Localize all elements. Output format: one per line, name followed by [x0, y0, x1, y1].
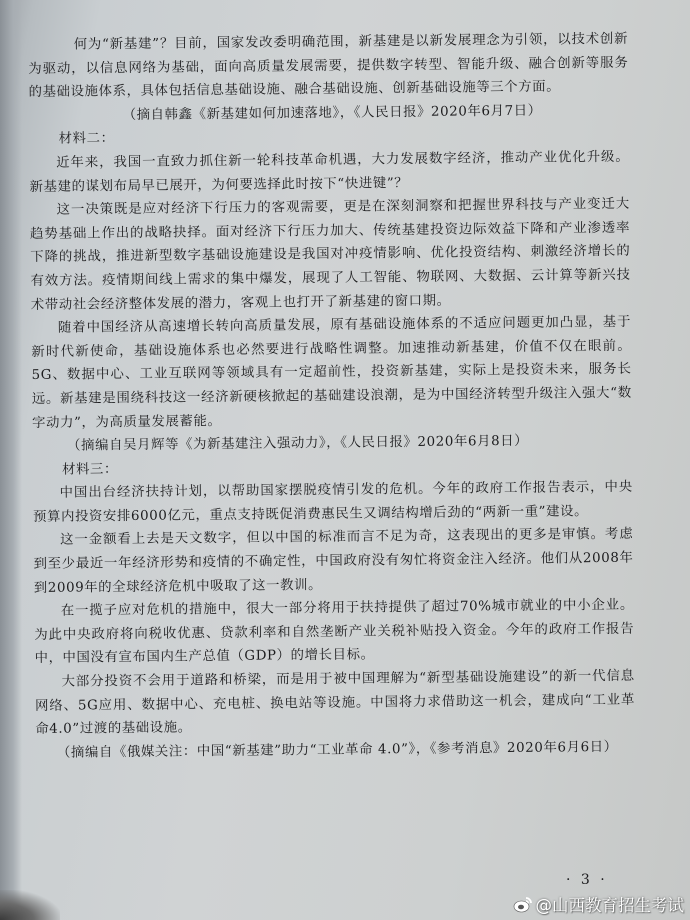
material2-heading: 材料二： — [58, 131, 115, 148]
watermark-text: @山西教育招生考试 — [535, 896, 684, 915]
material2-paragraph-3: 随着中国经济从高速增长转向高质量发展，原有基础设施体系的不适应问题更加凸显，基于新时代新使命，基础设施体系也必然要进行战略性调整。加速推动新基建，价值不仅在眼前。5G、数据中心、工业互联网等领域具有一定超前性，投资新基建，实际上是投资未来，服务长远。新基建是围绕科技这一经济新硬核掀起的基础建设浪潮，是为中国经济转型升级注入强大“数字动力”，为高质量发展蓄能。 — [31, 314, 632, 431]
material3-paragraph-3: 在一揽子应对危机的措施中，很大一部分将用于扶持提供了超过70%城市就业的中小企业。为此中央政府将向税收优惠、贷款利率和自然垄断产业关税补贴投入资金。今年的政府工作报告中，中国没有宣布国内生产总值（GDP）的增长目标。 — [34, 597, 635, 667]
page-curl-shadow — [0, 890, 60, 920]
page-number: · 3 · — [566, 872, 608, 888]
material2-source: （摘编自吴月辉等《为新基建注入强动力》，《人民日报》2020年6月8日） — [67, 433, 529, 454]
material1-paragraph: 何为“新基建”？目前，国家发改委明确范围，新基建是以新发展理念为引领，以技术创新为驱动，以信息网络为基础，面向高质量发展需要，提供数字转型、智能升级、融合创新等服务的基础设施体系，具体包括信息基础设施、融合基础设施、创新基础设施等三个方面。 — [28, 31, 629, 101]
material2-paragraph-1: 近年来，我国一直致力抓住新一轮科技革命机遇，大力发展数字经济，推动产业优化升级。新基建的谋划布局早已展开，为何要选择此时按下“快进键”？ — [29, 149, 630, 195]
material3-paragraph-4: 大部分投资不会用于道路和桥梁，而是用于被中国理解为“新型基础设施建设”的新一代信息网络、5G应用、数据中心、充电桩、换电站等设施。中国将力求借助这一机会，建成向“工业革命4.0”过渡的基础设施。 — [34, 668, 636, 738]
weibo-icon — [513, 895, 533, 913]
page-edge-shadow — [0, 0, 22, 920]
weibo-watermark — [513, 892, 685, 916]
exam-page-text — [28, 28, 636, 766]
material1-source: （摘自韩鑫《新基建如何加速落地》，《人民日报》2020年6月7日） — [122, 103, 542, 123]
material3-paragraph-1: 中国出台经济扶持计划，以帮助国家摆脱疫情引发的危机。今年的政府工作报告表示，中央预算内投资安排6000亿元，重点支持既促消费惠民生又调结构增后劲的“两新一重”建设。 — [32, 479, 633, 525]
material3-heading: 材料三： — [61, 461, 119, 478]
material3-paragraph-2: 这一金额看上去是天文数字，但以中国的标准而言不足为奇，这表现出的更多是审慎。考虑到至少最近一年经济形势和疫情的不确定性，中国政府没有匆忙将资金注入经济。他们从2008年到2009年的全球经济危机中吸取了这一教训。 — [33, 527, 634, 596]
material3-source: （摘编自《俄媒关注：中国“新基建”助力“工业革命 4.0”》，《参考消息》2020年6月6日） — [56, 739, 618, 761]
material2-paragraph-2: 这一决策既是应对经济下行压力的客观需要，更是在深刻洞察和把握世界科技与产业变迁大趋势基础上作出的战略抉择。面对经济下行压力加大、传统基建投资边际效益下降和产业渗透率下降的挑战，推进新型数字基础设施建设是我国对冲疫情影响、优化投资结构、刺激经济增长的有效方法。疫情期间线上需求的集中爆发，展现了人工智能、物联网、大数据、云计算等新兴技术带动社会经济整体发展的潜力，客观上也打开了新基建的窗口期。 — [30, 196, 631, 313]
